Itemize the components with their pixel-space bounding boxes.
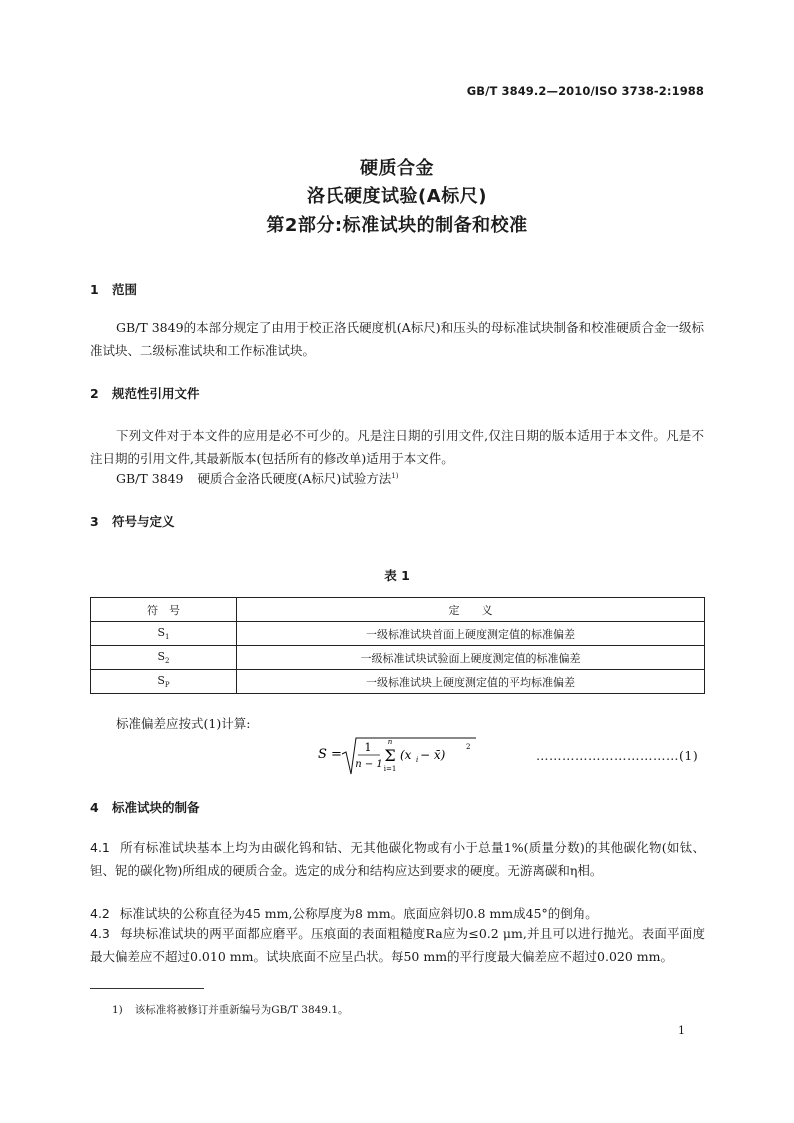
table-row <box>91 646 705 670</box>
footnote-mark: 1) <box>112 1004 123 1016</box>
sum-lower: i=1 <box>383 765 397 773</box>
section-title: 规范性引用文件 <box>112 386 200 401</box>
std-deviation-formula <box>318 734 478 774</box>
formula-lhs: S = <box>318 747 342 762</box>
formula-exponent: 2 <box>466 743 471 751</box>
page-number: 1 <box>678 1024 685 1037</box>
section-3-heading <box>90 512 175 530</box>
section-number: 2 <box>90 386 99 401</box>
title-line-3: 第2部分:标准试块的制备和校准 <box>266 215 528 236</box>
section-number: 4 <box>90 800 99 815</box>
title-line-1: 硬质合金 <box>360 158 434 179</box>
clause-number: 4.2 <box>90 906 110 921</box>
section-title: 范围 <box>112 282 138 297</box>
section-number: 1 <box>90 282 99 297</box>
section-title: 标准试块的制备 <box>112 800 200 815</box>
table-row <box>91 670 705 694</box>
table-header-symbol: 符 号 <box>91 598 237 622</box>
title-line-2: 洛氏硬度试验(A标尺) <box>307 186 487 207</box>
symbols-table <box>90 597 705 694</box>
section-2-text: 下列文件对于本文件的应用是必不可少的。凡是注日期的引用文件,仅注日期的版本适用于本文件。凡是不注日期的引用文件,其最新版本(包括所有的修改单)适用于本文件。 <box>90 428 704 466</box>
symbol-cell: $S_P$ <box>91 670 237 694</box>
formula-graphic <box>318 734 478 778</box>
section-number: 3 <box>90 514 99 529</box>
table-caption: 表 1 <box>384 568 410 583</box>
sum-upper: n <box>387 738 393 746</box>
definition-cell: 一级标准试块上硬度测定值的平均标准偏差 <box>237 670 705 694</box>
table-header-definition: 定 义 <box>237 598 705 622</box>
formula-number: ……………………………(1) <box>536 748 699 763</box>
section-title: 符号与定义 <box>112 514 175 529</box>
footnote-text: 该标准将被修订并重新编号为GB/T 3849.1。 <box>134 1004 349 1016</box>
section-1-text: GB/T 3849的本部分规定了由用于校正洛氏硬度机(A标尺)和压头的母标准试块制备和校准硬质合金一级标准试块、二级标准试块和工作标准试块。 <box>90 320 704 358</box>
sum-sign: Σ <box>384 746 396 765</box>
footnote-divider <box>90 988 204 989</box>
definition-cell: 一级标准试块试验面上硬度测定值的标准偏差 <box>237 646 705 670</box>
table-row <box>91 622 705 646</box>
section-4-heading <box>90 798 200 816</box>
footnote-mark: 1) <box>391 471 399 480</box>
formula-term-sub: i <box>416 756 419 764</box>
formula-intro: 标准偏差应按式(1)计算: <box>116 716 251 731</box>
reference-title: 硬质合金洛氏硬度(A标尺)试验方法 <box>197 471 392 486</box>
symbol-cell: $S_2$ <box>91 646 237 670</box>
clause-number: 4.3 <box>90 926 110 941</box>
symbol-cell: $S_1$ <box>91 622 237 646</box>
formula-term: (x <box>400 748 412 762</box>
reference-code: GB/T 3849 <box>116 471 184 486</box>
footnote <box>112 1002 349 1017</box>
clause-text: 标准试块的公称直径为45 mm,公称厚度为8 mm。底面应斜切0.8 mm成45°的倒角。 <box>119 906 598 921</box>
clause-4-1 <box>90 836 705 882</box>
table-header-row <box>91 598 705 622</box>
formula-numerator: 1 <box>364 741 372 754</box>
clause-text: 所有标准试块基本上均为由碳化钨和钴、无其他碳化物或有小于总量1%(质量分数)的其他碳化物(如钛、钽、铌的碳化物)所组成的硬质合金。选定的成分和结构应达到要求的硬度。无游离碳和η相。 <box>90 840 705 878</box>
clause-4-3 <box>90 922 705 968</box>
normative-reference <box>116 469 398 487</box>
clause-text: 每块标准试块的两平面都应磨平。压痕面的表面粗糙度Ra应为≤0.2 μm,并且可以进行抛光。表面平面度最大偏差应不超过0.010 mm。试块底面不应呈凸状。每50 mm的平行度最大偏差应不超过0.020 mm。 <box>90 926 705 964</box>
clause-number: 4.1 <box>90 840 110 855</box>
formula-denominator: n − 1 <box>355 759 383 770</box>
standard-code: GB/T 3849.2—2010/ISO 3738-2:1988 <box>466 84 704 98</box>
section-1-heading <box>90 280 137 298</box>
section-2-heading <box>90 384 200 402</box>
formula-term-rest: − x̄) <box>420 748 446 762</box>
definition-cell: 一级标准试块首面上硬度测定值的标准偏差 <box>237 622 705 646</box>
